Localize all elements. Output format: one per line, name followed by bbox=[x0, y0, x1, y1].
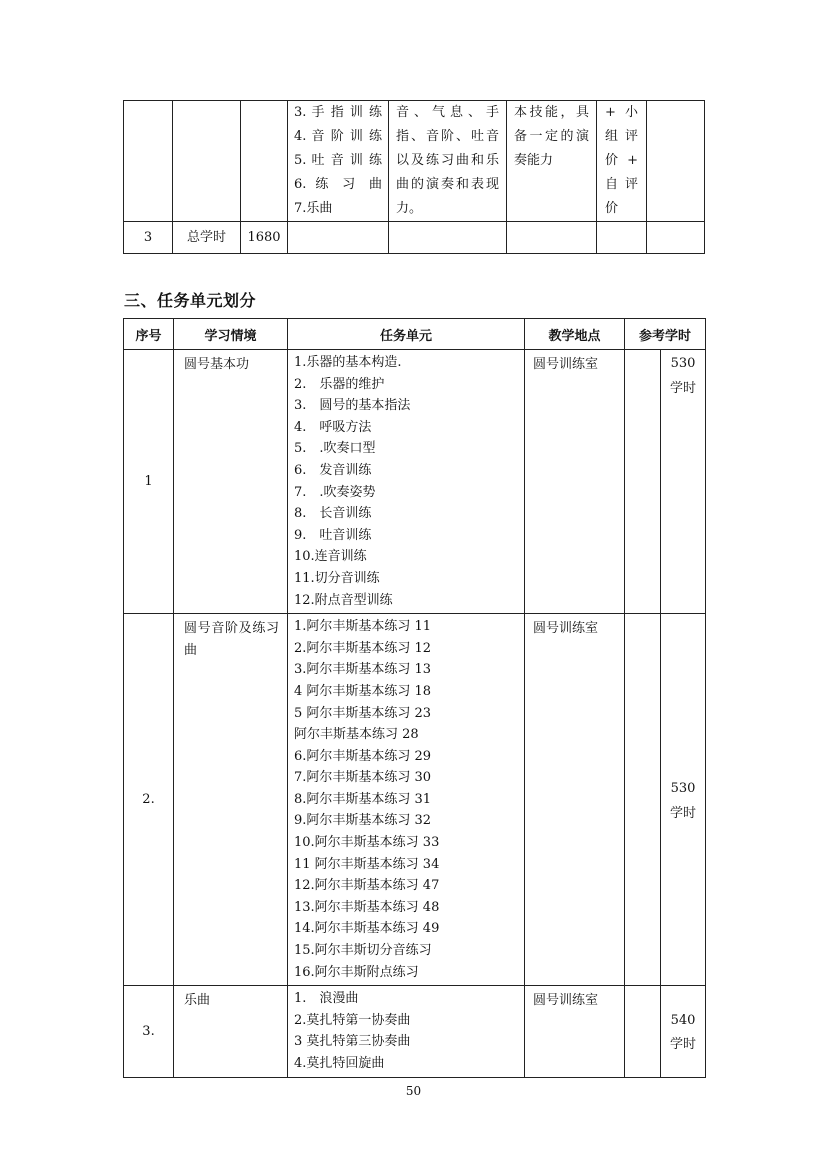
table-cell bbox=[647, 101, 705, 222]
table-cell bbox=[288, 222, 389, 254]
goal-cell bbox=[389, 101, 507, 222]
list-item: 5 阿尔丰斯基本练习 23 bbox=[294, 705, 432, 721]
list-item: 4.莫扎特回旋曲 bbox=[294, 1056, 385, 1071]
reference-hours bbox=[661, 350, 706, 614]
learning-context bbox=[174, 350, 288, 614]
row-number: 3 bbox=[124, 222, 173, 254]
table-row-total bbox=[124, 222, 705, 254]
table-row bbox=[124, 614, 706, 986]
goal-text: 音、气息、手指、音阶、吐音以及练习曲和乐曲的演奏和表现力。 bbox=[396, 105, 499, 216]
eval-line: 组 评 bbox=[605, 129, 638, 144]
learning-context-text: 圆号基本功 bbox=[184, 357, 250, 372]
list-item: 3. 圆号的基本指法 bbox=[294, 398, 411, 414]
list-item: 9.阿尔丰斯基本练习 32 bbox=[294, 813, 432, 829]
list-item: 1.阿尔丰斯基本练习 11 bbox=[294, 619, 432, 635]
row-number: 2. bbox=[124, 614, 174, 986]
total-hours-value: 1680 bbox=[241, 222, 288, 254]
table-row bbox=[124, 986, 706, 1077]
list-item: 2.莫扎特第一协奏曲 bbox=[294, 1012, 411, 1028]
list-item: 15.阿尔丰斯切分音练习 bbox=[294, 943, 432, 959]
list-item: 12.附点音型训练 bbox=[294, 592, 393, 608]
hours-unit: 学时 bbox=[670, 380, 697, 396]
table-cell bbox=[625, 614, 661, 986]
list-item: 2.阿尔丰斯基本练习 12 bbox=[294, 640, 432, 656]
hours-unit: 学时 bbox=[670, 1037, 697, 1053]
eval-line: 自 评 bbox=[605, 177, 638, 192]
table-cell bbox=[597, 222, 647, 254]
reference-hours bbox=[661, 614, 706, 986]
list-item: 16.阿尔丰斯附点练习 bbox=[294, 964, 419, 980]
list-item: 3.阿尔丰斯基本练习 13 bbox=[294, 662, 432, 678]
list-item: 5. .吹奏口型 bbox=[294, 441, 376, 457]
list-item: 阿尔丰斯基本练习 28 bbox=[294, 727, 419, 743]
section-title: 三、任务单元划分 bbox=[124, 291, 257, 310]
hours-unit: 学时 bbox=[670, 805, 697, 821]
list-item: 8.阿尔丰斯基本练习 31 bbox=[294, 791, 432, 807]
unit-list-cell bbox=[288, 101, 389, 222]
list-item: 3 莫扎特第三协奏曲 bbox=[294, 1034, 411, 1050]
list-item: 1. 浪漫曲 bbox=[294, 991, 359, 1007]
list-item: 7.阿尔丰斯基本练习 30 bbox=[294, 770, 432, 786]
table-row bbox=[124, 350, 706, 614]
header-learning-context: 学习情境 bbox=[174, 319, 288, 350]
table-cell bbox=[647, 222, 705, 254]
header-task-units: 任务单元 bbox=[288, 319, 525, 350]
list-item: 10.连音训练 bbox=[294, 549, 367, 565]
table-cell bbox=[124, 101, 173, 222]
header-location: 教学地点 bbox=[525, 319, 625, 350]
table-cell bbox=[625, 986, 661, 1077]
task-unit-list bbox=[288, 986, 525, 1077]
row-number: 3. bbox=[124, 986, 174, 1077]
list-item: 6. 练 习 曲 bbox=[294, 177, 382, 192]
ability-cell bbox=[507, 101, 597, 222]
evaluation-cell bbox=[597, 101, 647, 222]
task-unit-list bbox=[288, 614, 525, 986]
list-item: 4. 音 阶 训 练 bbox=[294, 129, 382, 144]
table-header-row bbox=[124, 319, 706, 350]
teaching-location: 圆号训练室 bbox=[525, 614, 625, 986]
list-item: 11.切分音训练 bbox=[294, 570, 380, 586]
table-row bbox=[124, 101, 705, 222]
hours-value: 530 bbox=[670, 356, 696, 371]
list-item: 7. .吹奏姿势 bbox=[294, 484, 376, 500]
eval-line: 价 bbox=[605, 201, 619, 216]
learning-context bbox=[174, 614, 288, 986]
teaching-location: 圆号训练室 bbox=[525, 350, 625, 614]
list-item: 5. 吐 音 训 练 bbox=[294, 153, 382, 168]
list-item: 9. 吐音训练 bbox=[294, 527, 372, 543]
task-unit-list bbox=[288, 350, 525, 614]
list-item: 1.乐器的基本构造. bbox=[294, 355, 402, 370]
table-cell bbox=[173, 101, 241, 222]
list-item: 8. 长音训练 bbox=[294, 506, 372, 522]
list-item: 13.阿尔丰斯基本练习 48 bbox=[294, 899, 440, 915]
table-cell bbox=[625, 350, 661, 614]
table-cell bbox=[389, 222, 507, 254]
page-number: 50 bbox=[405, 1084, 422, 1098]
list-item: 11 阿尔丰斯基本练习 34 bbox=[294, 856, 440, 872]
table-cell bbox=[241, 101, 288, 222]
list-item: 6.阿尔丰斯基本练习 29 bbox=[294, 748, 432, 764]
learning-context-text: 乐曲 bbox=[184, 993, 211, 1009]
table-cell bbox=[507, 222, 597, 254]
row-number: 1 bbox=[124, 350, 174, 614]
list-item: 3. 手 指 训 练 bbox=[294, 105, 382, 120]
eval-line: + 小 bbox=[605, 105, 638, 120]
header-reference-hours: 参考学时 bbox=[625, 319, 706, 350]
list-item: 2. 乐器的维护 bbox=[294, 376, 385, 392]
list-item: 7.乐曲 bbox=[294, 201, 333, 216]
task-unit-table bbox=[123, 318, 706, 1078]
list-item: 10.阿尔丰斯基本练习 33 bbox=[294, 835, 440, 851]
total-hours-label: 总学时 bbox=[173, 222, 241, 254]
ability-text: 本技能，具备一定的演奏能力 bbox=[514, 105, 589, 168]
list-item: 12.阿尔丰斯基本练习 47 bbox=[294, 878, 440, 894]
learning-context-text: 圆号音阶及练习曲 bbox=[184, 621, 279, 658]
list-item: 4. 呼吸方法 bbox=[294, 419, 372, 435]
course-structure-table-continued bbox=[123, 100, 705, 254]
hours-value: 530 bbox=[670, 781, 696, 797]
list-item: 14.阿尔丰斯基本练习 49 bbox=[294, 921, 440, 937]
eval-line: 价 + bbox=[605, 153, 638, 168]
teaching-location: 圆号训练室 bbox=[525, 986, 625, 1077]
learning-context bbox=[174, 986, 288, 1077]
list-item: 4 阿尔丰斯基本练习 18 bbox=[294, 683, 432, 699]
list-item: 6. 发音训练 bbox=[294, 462, 372, 478]
reference-hours bbox=[661, 986, 706, 1077]
header-number: 序号 bbox=[124, 319, 174, 350]
hours-value: 540 bbox=[670, 1012, 696, 1028]
